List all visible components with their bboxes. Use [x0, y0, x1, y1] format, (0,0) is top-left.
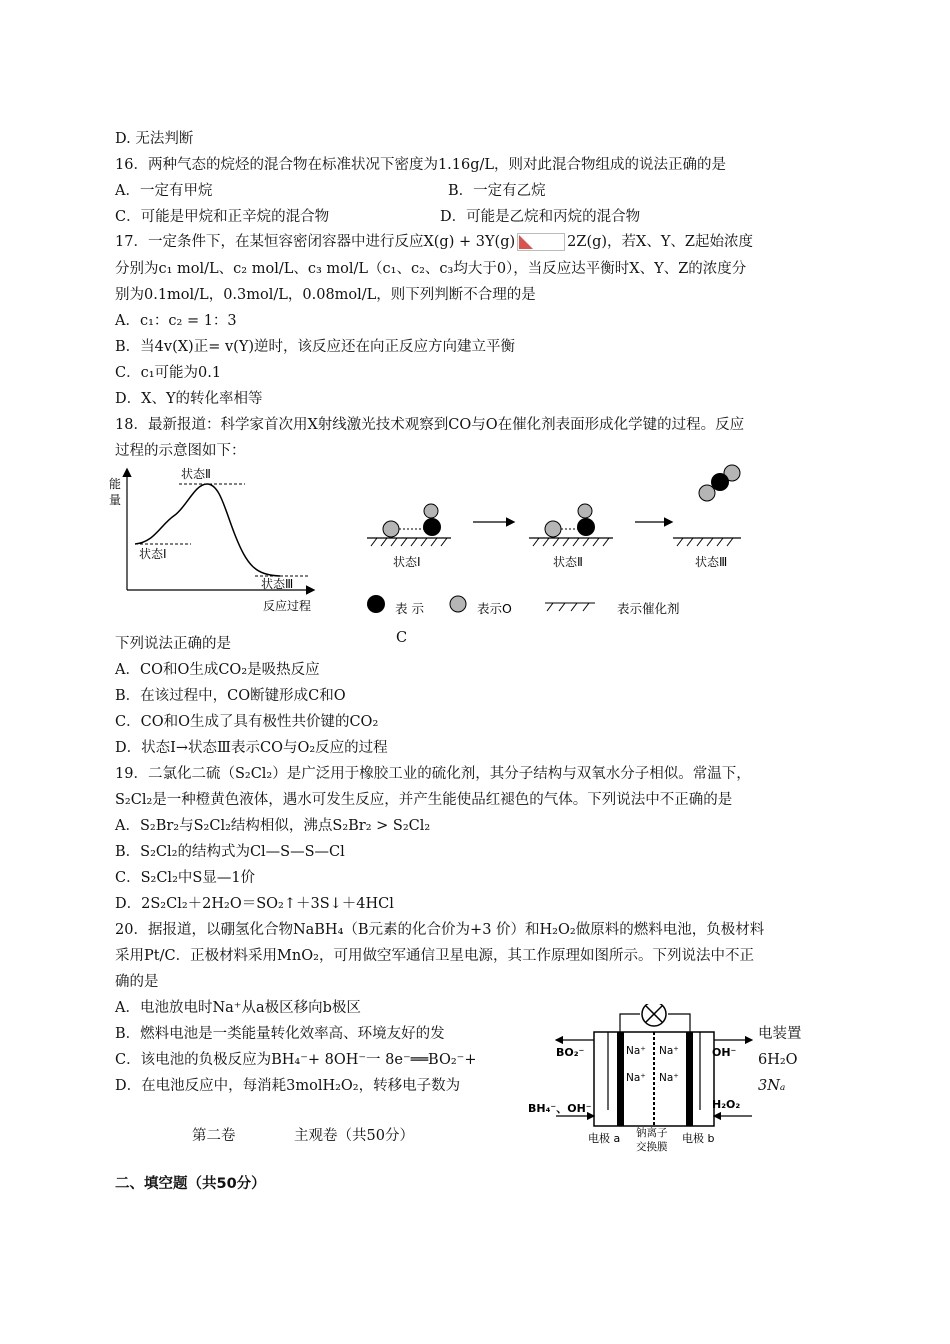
oxygen-legend-icon — [450, 596, 466, 612]
q20-option-d: D．在电池反应中，每消耗3molH₂O₂，转移电子数为 — [115, 1078, 461, 1094]
q19-option-b: B．S₂Cl₂的结构式为Cl—S—S—Cl — [115, 844, 345, 860]
q18-option-d: D．状态Ⅰ→状态Ⅲ表示CO与O₂反应的过程 — [115, 740, 388, 756]
membrane-label-2: 交换膜 — [636, 1141, 668, 1152]
part2-title: 第二卷 — [192, 1128, 236, 1144]
q19-option-c: C．S₂Cl₂中S显—1价 — [115, 870, 256, 886]
electrode-a-label: 电极 a — [588, 1132, 621, 1145]
membrane-label-1: 钠离子 — [636, 1127, 668, 1139]
electrode-b-label: 电极 b — [682, 1132, 715, 1145]
q17-option-a: A．c₁：c₂ = 1：3 — [115, 313, 237, 329]
q18-option-a: A．CO和O生成CO₂是吸热反应 — [115, 662, 320, 678]
na-ion-label: Na⁺ — [659, 1045, 679, 1057]
state1-diagram — [367, 504, 451, 569]
energy-axis-label-2: 量 — [109, 493, 122, 507]
energy-axis-label-1: 能 — [109, 477, 122, 491]
q15-option-d: D. 无法判断 — [115, 131, 194, 147]
electrode-b — [686, 1032, 693, 1126]
h2o2-label: H₂O₂ — [712, 1098, 741, 1111]
q16-option-d: D．可能是乙烷和丙烷的混合物 — [440, 209, 641, 225]
graph-state2-label: 状态Ⅱ — [181, 467, 211, 481]
oxygen-atom-icon — [383, 521, 399, 537]
q20-option-d-tail: 3Nₐ — [758, 1078, 786, 1094]
q18-option-b: B．在该过程中，CO断键形成C和O — [115, 688, 346, 704]
legend — [367, 595, 680, 616]
graph-state3-label: 状态Ⅲ — [261, 577, 294, 591]
q17-option-c: C．c₁可能为0.1 — [115, 365, 222, 381]
q17-option-b: B．当4v(X)正= v(Y)逆时，该反应还在向正反应方向建立平衡 — [115, 339, 516, 355]
state1-label: 状态Ⅰ — [393, 555, 421, 569]
q19-stem-line1: 19．二氯化二硫（S₂Cl₂）是广泛用于橡胶工业的硫化剂，其分子结构与双氧水分子相似。常温下， — [115, 766, 751, 782]
q18-option-c: C．CO和O生成了具有极性共价键的CO₂ — [115, 714, 379, 730]
energy-profile-graph — [109, 466, 313, 613]
state3-diagram — [673, 465, 741, 569]
q20-option-b: B．燃料电池是一类能量转化效率高、环境友好的发 — [115, 1026, 445, 1042]
carbon-atom-icon — [711, 473, 729, 491]
oxygen-atom-icon — [424, 504, 438, 518]
q19-option-a: A．S₂Br₂与S₂Cl₂结构相似，沸点S₂Br₂ > S₂Cl₂ — [115, 818, 431, 834]
q20-stem-line3: 确的是 — [115, 974, 159, 990]
bo2-label: BO₂⁻ — [556, 1046, 585, 1059]
catalyst-legend-label: 表示催化剂 — [617, 601, 680, 616]
q20-option-c: C．该电池的负极反应为BH₄⁻+ 8OH⁻一 8e⁻══BO₂⁻+ — [115, 1052, 477, 1068]
q16-stem: 16．两种气态的烷烃的混合物在标准状况下密度为1.16g/L，则对此混合物组成的说法正确的是 — [115, 157, 727, 173]
carbon-atom-icon — [423, 518, 441, 536]
q20-stem-line1: 20．据报道，以硼氢化合物NaBH₄（B元素的化合价为+3 价）和H₂O₂做原料的燃料电池，负极材料 — [115, 922, 765, 938]
q17-stem-line3: 别为0.1mol/L，0.3mol/L，0.08mol/L，则下列判断不合理的是 — [115, 287, 536, 303]
reaction-axis-label: 反应过程 — [263, 599, 312, 613]
carbon-legend-label: 表 示 — [395, 601, 424, 616]
bh4-oh-label: BH₄⁻、OH⁻ — [528, 1102, 592, 1115]
state2-label: 状态Ⅱ — [553, 555, 583, 569]
carbon-atom-icon — [577, 518, 595, 536]
q17-stem-line1 — [115, 232, 753, 252]
carbon-legend-symbol: C — [396, 630, 408, 646]
na-ion-label: Na⁺ — [626, 1072, 646, 1084]
q18-figure — [105, 460, 745, 650]
q19-stem-line2: S₂Cl₂是一种橙黄色液体，遇水可发生反应，并产生能使品红褪色的气体。下列说法中不正确的是 — [115, 792, 733, 808]
q18-intro: 下列说法正确的是 — [115, 636, 231, 652]
fuel-cell-diagram — [528, 1004, 758, 1152]
graph-state1-label: 状态Ⅰ — [139, 547, 167, 561]
state3-label: 状态Ⅲ — [695, 555, 728, 569]
q17-stem-part2: 2Z(g)，若X、Y、Z起始浓度 — [567, 234, 754, 250]
q20-option-c-tail: 6H₂O — [758, 1052, 798, 1068]
section-fill-in-title: 二、填空题（共50分） — [115, 1176, 266, 1192]
carbon-legend-icon — [367, 595, 385, 613]
oh-label: OH⁻ — [712, 1046, 737, 1059]
oxygen-atom-icon — [578, 504, 592, 518]
q18-stem-line2: 过程的示意图如下： — [115, 443, 246, 459]
q17-option-d: D．X、Y的转化率相等 — [115, 391, 263, 407]
q20-option-a: A．电池放电时Na⁺从a极区移向b极区 — [115, 1000, 361, 1016]
q16-option-b: B．一定有乙烷 — [448, 183, 546, 199]
oxygen-atom-icon — [699, 485, 715, 501]
q18-stem-line1: 18．最新报道：科学家首次用X射线激光技术观察到CO与O在催化剂表面形成化学键的过程。反应 — [115, 417, 745, 433]
q20-option-b-tail: 电装置 — [758, 1026, 802, 1042]
q17-stem-part1: 17．一定条件下，在某恒容密闭容器中进行反应X(g) + 3Y(g) — [115, 234, 516, 250]
electrode-a — [617, 1032, 624, 1126]
na-ion-label: Na⁺ — [626, 1045, 646, 1057]
state2-diagram — [529, 504, 613, 569]
oxygen-atom-icon — [545, 521, 561, 537]
na-ion-label: Na⁺ — [659, 1072, 679, 1084]
oxygen-legend-label: 表示O — [477, 601, 512, 616]
part2-subtitle: 主观卷（共50分） — [294, 1128, 414, 1144]
q16-option-a: A．一定有甲烷 — [115, 183, 213, 199]
q17-stem-line2: 分别为c₁ mol/L、c₂ mol/L、c₃ mol/L（c₁、c₂、c₃均大于0），当反应达平衡时X、Y、Z的浓度分 — [115, 261, 747, 277]
q20-stem-line2: 采用Pt/C．正极材料采用MnO₂，可用做空军通信卫星电源，其工作原理如图所示。下列说法中不正 — [115, 948, 754, 964]
equilibrium-arrow-icon — [517, 233, 565, 251]
q19-option-d: D．2S₂Cl₂＋2H₂O＝SO₂↑＋3S↓＋4HCl — [115, 896, 394, 912]
q16-option-c: C．可能是甲烷和正辛烷的混合物 — [115, 209, 330, 225]
